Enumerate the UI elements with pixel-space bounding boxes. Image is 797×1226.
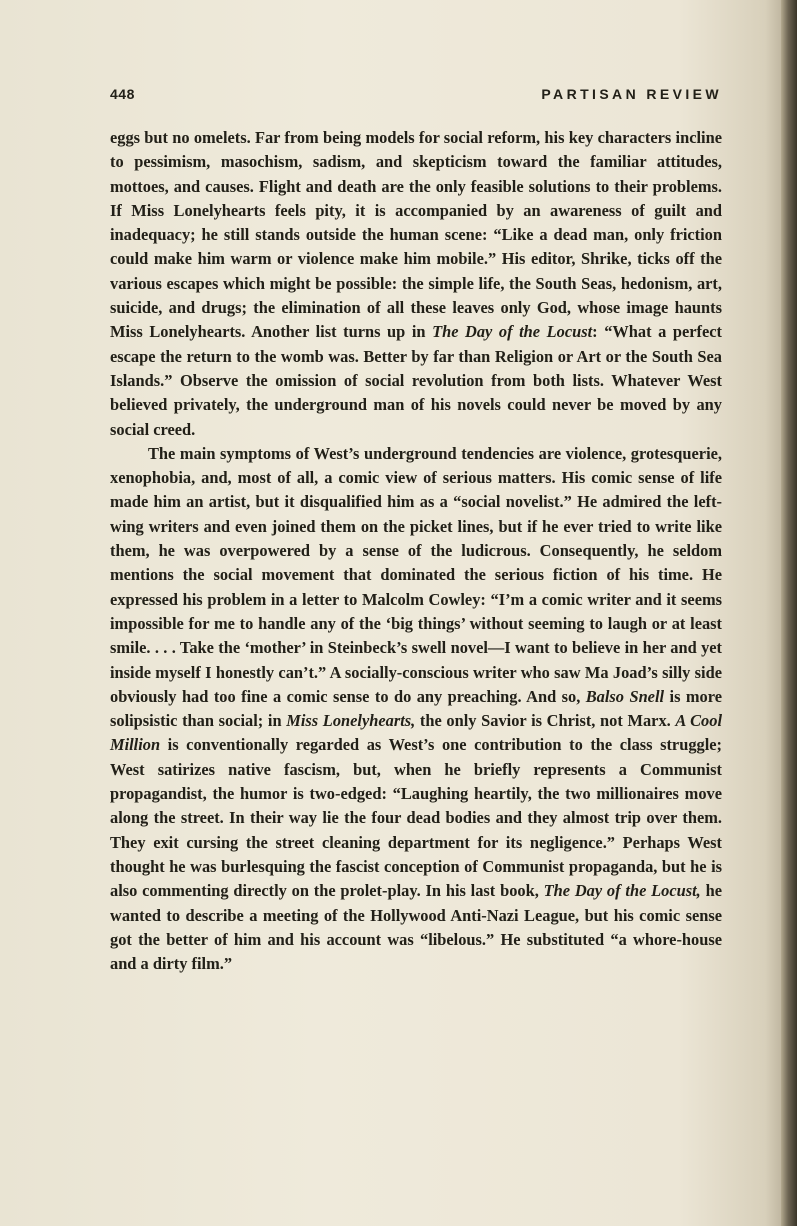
page-header — [110, 86, 722, 108]
body-text — [110, 126, 722, 976]
paragraph-2 — [110, 442, 722, 977]
book-title-italic: The Day of the Locust — [432, 322, 593, 342]
paragraph-1 — [110, 126, 722, 442]
book-title-italic: A Cool Million — [110, 711, 722, 755]
running-head: PARTISAN REVIEW — [541, 86, 722, 102]
text-segment: eggs but no omelets. Far from being models for social reform, his key characters incline to pessimism, masochism, sadism, and skepticism toward the familiar attitudes, mottoes, and causes. Flight and death are the only feasible solutions to their problems. If Miss Lonelyhearts feels pity, it is accompanied by an awareness of guilt and inadequacy; he still stands outside the human scene: “Like a dead man, only friction could make him warm or violence make him mobile.” His editor, Shrike, ticks off the various escapes which might be possible: the simple life, the South Seas, hedonism, art, suicide, and drugs; the elimination of all these leaves only God, whose image haunts Miss Lonelyhearts. Another list turns up in — [110, 128, 722, 342]
text-segment: The main symptoms of West’s underground tendencies are violence, grotesquerie, xenophobia, and, most of all, a comic view of serious matters. His comic sense of life made him an artist, but it disqualified him as a “social novelist.” He admired the left-wing writers and even joined them on the picket lines, but if he ever tried to write like them, he was overpowered by a sense of the ludicrous. Consequently, he seldom mentions the social movement that dominated the serious fiction of his time. He expressed his problem in a letter to Malcolm Cowley: “I’m a comic writer and it seems impossible for me to handle any of the ‘big things’ without seeming to laugh or at least smile. . . . Take the ‘mother’ in Steinbeck’s swell novel—I want to believe in her and yet inside myself I honestly can’t.” A socially-conscious writer who saw Ma Joad’s silly side obviously had too fine a comic sense to do any preaching. And so, — [110, 443, 722, 706]
text-segment: is more solipsistic than social; in — [110, 686, 723, 731]
book-title-italic: Miss Lonelyhearts, — [286, 711, 416, 731]
page-number: 448 — [110, 86, 135, 102]
book-title-italic: Balso Snell — [585, 686, 665, 706]
text-segment: the only Savior is Christ, not Marx. — [415, 711, 676, 731]
book-spine-shadow — [781, 0, 797, 1226]
text-segment: : “What a perfect escape the return to the womb was. Better by far than Religion or Art or the South Sea Islands.” Observe the omission of social revolution from both lists. Whatever West believed privately, the underground man of his novels could never be moved by any social creed. — [110, 322, 723, 439]
book-title-italic: The Day of the Locust, — [543, 881, 701, 901]
text-segment: is conventionally regarded as West’s one contribution to the class struggle; West satirizes native fascism, but, when he briefly represents a Communist propagandist, the humor is two-edged: “Laughing heartily, the two millionaires move along the street. In their way lie the four dead bodies and they almost trip over them. They exit cursing the street cleaning department for its negligence.” Perhaps West thought he was burlesquing the fascist conception of Communist propaganda, but he is also commenting directly on the prolet-play. In his last book, — [110, 735, 722, 901]
text-segment: he wanted to describe a meeting of the Hollywood Anti-Nazi League, but his comic sense got the better of him and his account was “libelous.” He substituted “a whore-house and a dirty film.” — [110, 881, 722, 974]
